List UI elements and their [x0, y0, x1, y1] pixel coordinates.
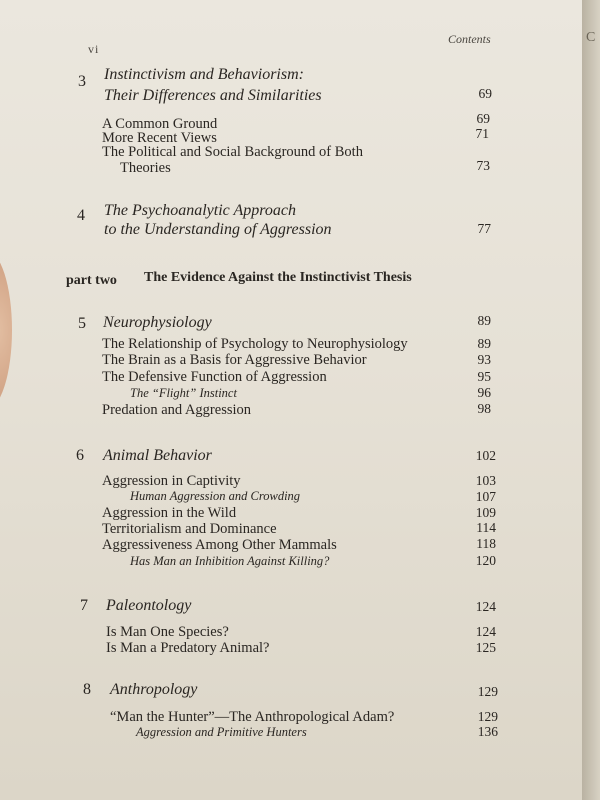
chapter-page: 129 — [477, 684, 498, 699]
chapter-page: 89 — [477, 313, 491, 328]
toc-entry-page: 118 — [476, 536, 496, 551]
toc-entry: More Recent Views — [102, 130, 217, 146]
toc-entry: “Man the Hunter”—The Anthropological Adam? — [110, 709, 395, 725]
chapter-page: 77 — [477, 221, 491, 236]
toc-entry-page: 73 — [476, 158, 490, 173]
page-folio: vi — [88, 42, 100, 56]
chapter-number: 6 — [76, 447, 84, 464]
toc-entry-page: 93 — [477, 352, 491, 367]
toc-entry-page: 95 — [477, 369, 491, 384]
chapter-number: 8 — [83, 681, 91, 698]
chapter-title: The Psychoanalytic Approach — [104, 202, 296, 219]
toc-entry-page: 98 — [477, 401, 491, 416]
toc-entry: Predation and Aggression — [102, 402, 252, 418]
toc-subentry: Human Aggression and Crowding — [130, 489, 301, 503]
toc-entry: Aggression in the Wild — [102, 505, 237, 521]
toc-subentry: The “Flight” Instinct — [130, 386, 237, 400]
toc-entry: Aggressiveness Among Other Mammals — [102, 537, 337, 553]
running-head: Contents — [448, 32, 491, 46]
toc-entry-page: 124 — [475, 624, 496, 639]
chapter-number: 3 — [78, 73, 86, 90]
chapter-page: 69 — [478, 86, 492, 101]
toc-entry-page: 109 — [475, 505, 496, 520]
chapter-title: Neurophysiology — [103, 314, 212, 331]
toc-entry: The Relationship of Psychology to Neurophysiology — [102, 336, 408, 352]
toc-entry: The Political and Social Background of Both — [102, 144, 363, 160]
toc-entry-page: 71 — [475, 126, 489, 141]
toc-entry-page: 120 — [475, 553, 496, 568]
adjacent-page-glyph: C — [586, 30, 596, 45]
toc-entry-page: 103 — [475, 473, 496, 488]
toc-entry: Is Man a Predatory Animal? — [106, 640, 270, 656]
chapter-title: Animal Behavior — [103, 447, 212, 464]
adjacent-page-edge — [582, 0, 600, 800]
chapter-number: 7 — [80, 597, 88, 614]
chapter-page: 124 — [475, 599, 496, 614]
toc-subentry: Has Man an Inhibition Against Killing? — [130, 554, 330, 568]
part-label: part two — [66, 273, 117, 288]
toc-entry-page: 129 — [477, 709, 498, 724]
toc-entry-cont: Theories — [120, 160, 171, 176]
chapter-title-cont: to the Understanding of Aggression — [104, 221, 332, 238]
chapter-title: Anthropology — [110, 681, 198, 698]
chapter-number: 5 — [78, 315, 86, 332]
toc-entry-page: 69 — [476, 111, 490, 126]
toc-entry-page: 125 — [475, 640, 496, 655]
chapter-title-cont: Their Differences and Similarities — [104, 87, 322, 104]
toc-subentry: Aggression and Primitive Hunters — [136, 725, 307, 739]
toc-entry-page: 114 — [476, 520, 496, 535]
toc-entry: Aggression in Captivity — [102, 473, 241, 489]
toc-entry: A Common Ground — [102, 116, 218, 132]
toc-entry-page: 89 — [477, 336, 491, 351]
chapter-page: 102 — [475, 448, 496, 463]
chapter-title: Paleontology — [106, 597, 192, 614]
toc-entry: The Defensive Function of Aggression — [102, 369, 327, 385]
chapter-title: Instinctivism and Behaviorism: — [104, 66, 304, 83]
toc-entry: Territorialism and Dominance — [102, 521, 277, 537]
toc-entry: The Brain as a Basis for Aggressive Behavior — [102, 352, 367, 368]
toc-entry-page: 107 — [475, 489, 496, 504]
part-title: The Evidence Against the Instinctivist Thesis — [144, 270, 412, 285]
toc-entry: Is Man One Species? — [106, 624, 229, 640]
toc-entry-page: 136 — [477, 724, 498, 739]
toc-entry-page: 96 — [477, 385, 491, 400]
chapter-number: 4 — [77, 207, 85, 224]
